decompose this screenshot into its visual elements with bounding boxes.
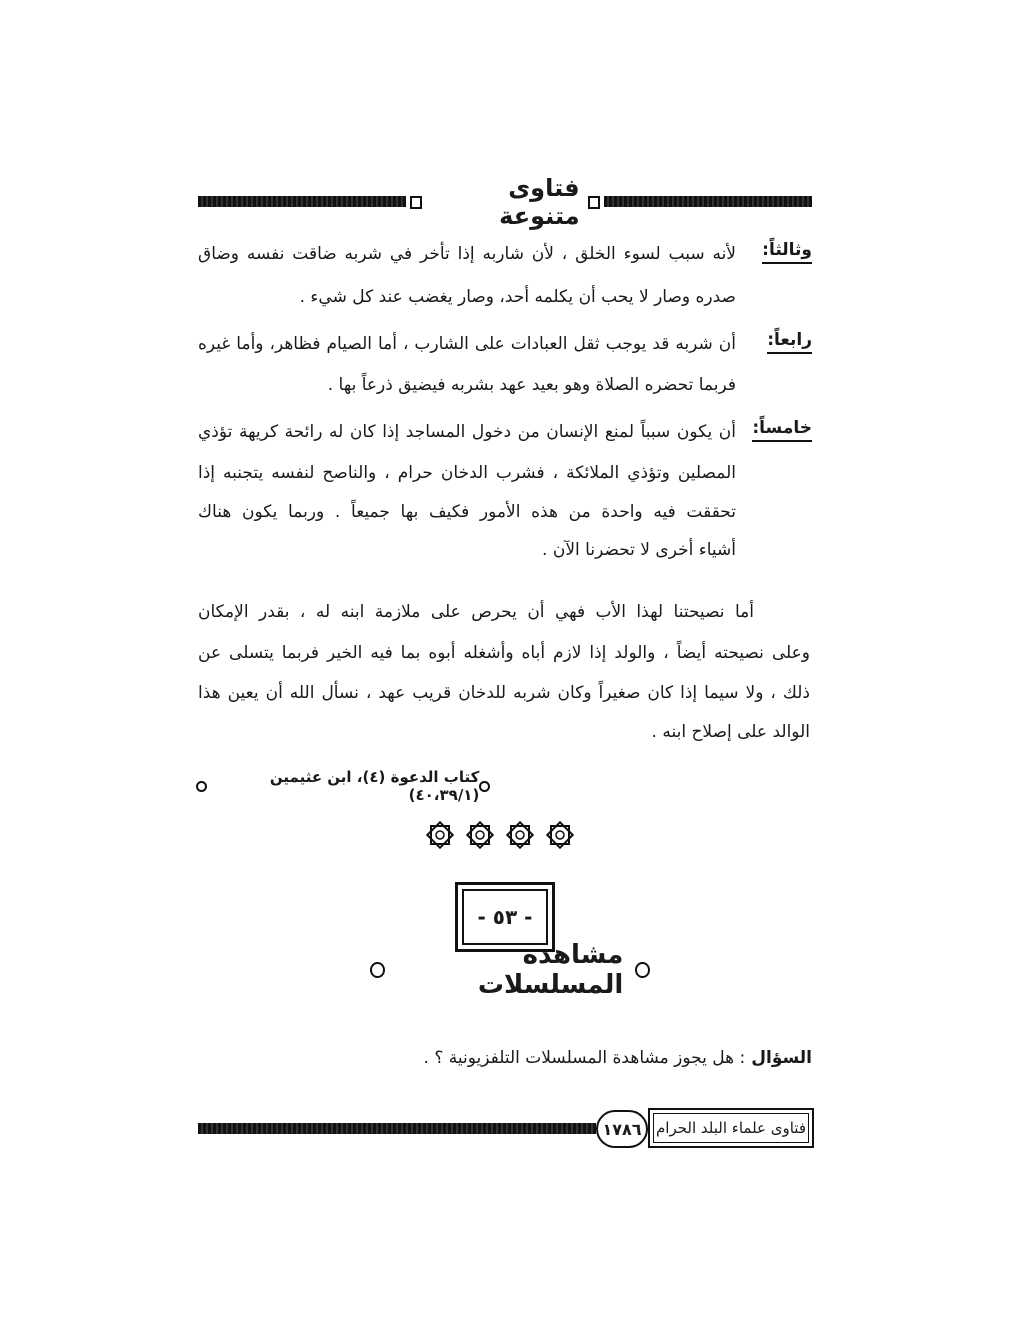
section-number: - ٥٣ - <box>462 889 548 945</box>
star-ornament-icon <box>465 820 495 850</box>
star-ornament-icon <box>545 820 575 850</box>
footer-book-title-box <box>648 1108 814 1148</box>
question-text: : هل يجوز مشاهدة المسلسلات التلفزيونية ؟ . <box>423 1048 746 1068</box>
point-third-line-2: صدره وصار لا يحب أن يكلمه أحد، وصار يغضب عند كل شيء . <box>299 287 736 307</box>
source-citation-text: كتاب الدعوة (٤)، ابن عثيمين (٤٠،٣٩/١) <box>269 768 480 804</box>
advice-line-1: أما نصيحتنا لهذا الأب فهي أن يحرص على ملازمة ابنه له ، بقدر الإمكان <box>198 602 754 622</box>
source-citation <box>196 768 490 804</box>
running-header-title: فتاوى متنوعة <box>499 174 580 230</box>
footer-book-title: فتاوى علماء البلد الحرام <box>653 1113 809 1143</box>
circle-ornament-icon <box>370 962 385 978</box>
circle-ornament-icon <box>479 781 490 792</box>
point-fourth-line-2: فربما تحضره الصلاة وهو بعيد عهد بشربه فيضيق ذرعاً بها . <box>327 375 736 395</box>
running-header <box>410 174 600 230</box>
advice-line-3: ذلك ، ولا سيما إذا كان صغيراً وكان شربه للدخان قريب عهد ، نسأل الله أن يعين هذا <box>198 683 810 703</box>
question-label: السؤال <box>751 1048 812 1068</box>
point-fifth-line-2: المصلين وتؤذي الملائكة ، فشرب الدخان حرام ، والناصح لنفسه يتجنبه إذا <box>198 463 736 483</box>
question <box>420 1044 812 1072</box>
page-number: ١٧٨٦ <box>596 1110 648 1148</box>
header-rule-left <box>198 196 406 207</box>
point-label-fifth: خامساً: <box>752 418 812 442</box>
square-ornament-icon <box>588 196 600 209</box>
star-ornament-icon <box>425 820 455 850</box>
header-rule-right <box>604 196 812 207</box>
footer-rule <box>198 1123 596 1134</box>
section-title: مشاهدة المسلسلات <box>477 940 624 1000</box>
section-divider-ornaments <box>425 820 575 850</box>
point-label-third: وثالثاً: <box>762 240 812 264</box>
point-fifth-line-4: أشياء أخرى لا تحضرنا الآن . <box>542 540 736 560</box>
point-fifth-line-1: أن يكون سبباً لمنع الإنسان من دخول المساجد إذا كان له رائحة كريهة تؤذي <box>198 422 736 442</box>
circle-ornament-icon <box>635 962 650 978</box>
point-label-fourth: رابعاً: <box>767 330 812 354</box>
square-ornament-icon <box>410 196 422 209</box>
advice-line-2: وعلى نصيحته أيضاً ، والولد إذا لازم أباه وأشغله أبوه بما فيه الخير فربما يتسلى عن <box>198 643 810 663</box>
point-third-line-1: لأنه سبب لسوء الخلق ، لأن شاربه إذا تأخر في شربه ضاقت نفسه وضاق <box>198 244 736 264</box>
star-ornament-icon <box>505 820 535 850</box>
section-heading <box>370 940 650 1000</box>
advice-line-4: الوالد على إصلاح ابنه . <box>651 722 810 742</box>
point-fifth-line-3: تحققت فيه واحدة من هذه الأمور فكيف بها جميعاً . وربما يكون هناك <box>198 502 736 522</box>
point-fourth-line-1: أن شربه قد يوجب ثقل العبادات على الشارب ، أما الصيام فظاهر، وأما غيره <box>198 334 736 354</box>
circle-ornament-icon <box>196 781 207 792</box>
